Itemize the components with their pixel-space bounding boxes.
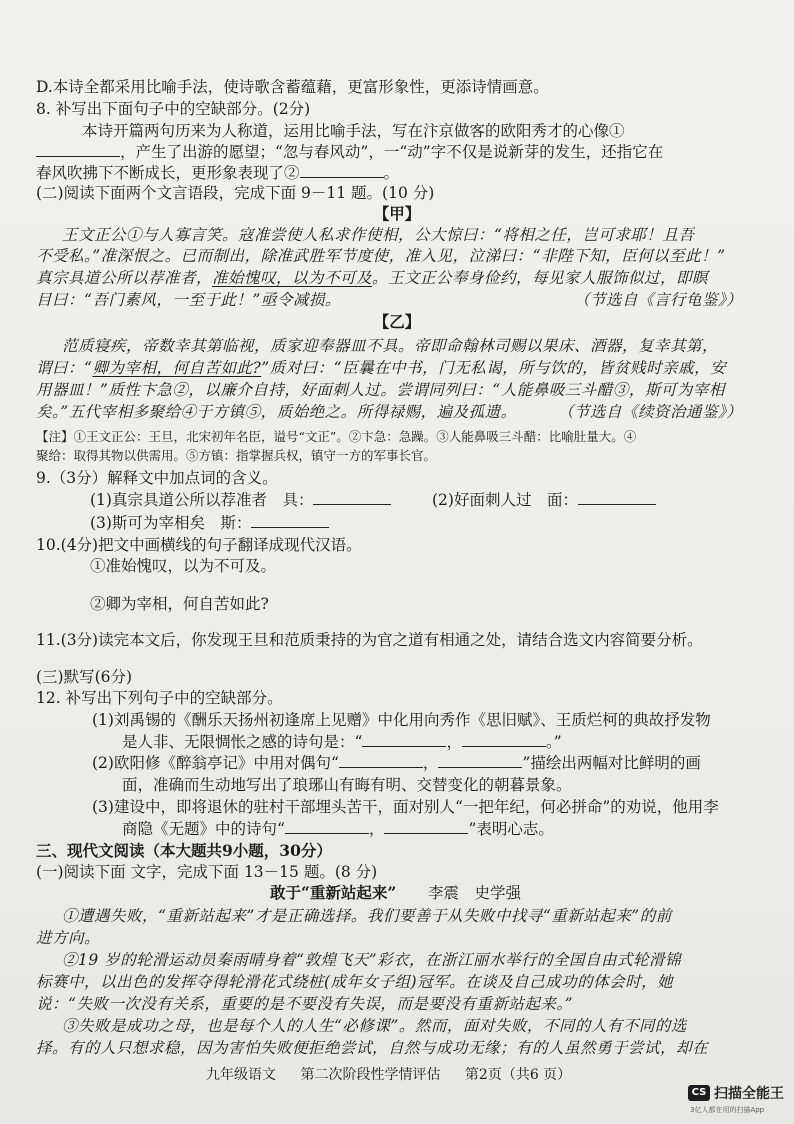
passage-jia-source: （节选自《言行龟鉴》） [574, 291, 743, 309]
footer-exam: 第二次阶段性学情评估 [300, 1067, 441, 1083]
passage-yi-title: 【乙】 [373, 312, 421, 331]
q12-item-3-cont: 商隐《无题》中的诗句“ ， ”表明心志。 [122, 820, 554, 838]
answer-blank[interactable] [438, 753, 522, 768]
section-2-heading: (二)阅读下面两个文言语段，完成下面 9－11 题。(10 分) [36, 184, 435, 202]
answer-blank[interactable] [462, 732, 546, 747]
answer-blank[interactable] [384, 819, 468, 834]
q12-item-1-cont: 是人非、无限惆怅之感的诗句是：“ ， 。” [122, 733, 562, 751]
passage-jia-line: 真宗具道公所以荐准者，准始愧叹，以为不可及。王文正公奉身俭约，每见家人服饰似过，即瞑 [36, 269, 709, 287]
section-3-1-heading: (一)阅读下面 文字，完成下面 13－15 题。(8 分) [36, 863, 378, 881]
q10-item-2: ②卿为宰相，何自苦如此? [90, 595, 269, 613]
q12-item-2-cont: 面，准确而生动地写出了琅琊山有晦有明、交替变化的朝暮景象。 [122, 776, 572, 794]
answer-blank[interactable] [578, 490, 656, 505]
answer-blank[interactable] [300, 163, 384, 178]
q8-text-3: 春风吹拂下不断成长，更形象表现了② 。 [36, 164, 400, 182]
q8-text-1: 本诗开篇两句历来为人称道，运用比喻手法，写在汴京做客的欧阳秀才的心像① [82, 122, 625, 140]
q8-text-2: ，产生了出游的愿望；“忽与春风动”，一“动”字不仅是说新芽的发生，还指它在 [36, 142, 663, 162]
passage-jia-line: 不受私。”准深恨之。已而制出，除准武胜军节度使，准入见，泣涕曰：“非陛下知，臣何以至此！” [36, 247, 726, 265]
question-10: 10.(4分)把文中画横线的句子翻译成现代汉语。 [36, 536, 362, 554]
camscanner-logo-icon: CS [688, 1085, 710, 1101]
footer-page-number: 第2页（共6 页） [464, 1067, 572, 1083]
article-authors: 李震 史学强 [428, 884, 522, 902]
annotation-note: 【注】①王文正公：王旦，北宋初年名臣，谥号“文正”。②卞急：急躁。③人能鼻吸三斗醋：比喻肚量大。④ [36, 429, 637, 444]
q12-item-2: (2)欧阳修《醉翁亭记》中用对偶句“ ， ”描绘出两幅对比鲜明的画 [92, 754, 701, 772]
q12-item-1: (1)刘禹锡的《酬乐天扬州初逢席上见赠》中化用向秀作《思旧赋》、王质烂柯的典故抒发物 [92, 711, 711, 729]
article-paragraph: 择。有的人只想求稳，因为害怕失败便拒绝尝试，自然与成功无缘；有的人虽然勇于尝试，却在 [36, 1039, 709, 1057]
article-paragraph: ③失败是成功之母，也是每个人的人生“必修课”。然而，面对失败，不同的人有不同的选 [62, 1017, 687, 1035]
part-3-heading: 三、现代文阅读（本大题共9小题，30分） [36, 841, 332, 860]
article-paragraph: 标赛中，以出色的发挥夺得轮滑花式绕桩(成年女子组)冠军。在谈及自己成功的体会时，她 [36, 973, 674, 991]
underlined-sentence: 准始愧叹，以为不可及 [212, 269, 373, 287]
answer-blank[interactable] [313, 490, 391, 505]
q9-item-1: (1)真宗具道公所以荐准者 具： [90, 490, 391, 510]
passage-yi-line: 矣。”五代宰相多聚给④于方镇⑤，质始绝之。所得禄赐，遍及孤遗。 [36, 403, 517, 421]
passage-yi-line: 谓曰：“卿为宰相，何自苦如此?”质对曰：“臣曩在中书，门无私谒，所与饮的，皆贫贱时亲戚，安 [36, 359, 727, 377]
q9-item-3: (3)斯可为宰相矣 斯： [90, 513, 329, 533]
passage-yi-line: 范质寝疾，帝数幸其第临视，质家迎奉器皿不具。帝即命翰林司赐以果床、酒器，复幸其第， [62, 337, 719, 355]
underlined-sentence: 卿为宰相，何自苦如此? [92, 359, 262, 377]
q12-item-3: (3)建设中，即将退休的驻村干部埋头苦干，面对别人“一把年纪，何必拼命”的劝说，他用李 [92, 798, 719, 816]
page-footer [206, 1064, 591, 1084]
answer-blank[interactable] [251, 513, 329, 528]
passage-yi-source: （节选自《续资治通鉴》） [558, 403, 743, 421]
option-d: D.本诗全都采用比喻手法，使诗歌含蓄蕴藉，更富形象性，更添诗情画意。 [36, 78, 549, 96]
scanner-tagline: 3亿人都在用的扫描App [690, 1106, 765, 1114]
article-paragraph: ①遭遇失败，“重新站起来”才是正确选择。我们要善于从失败中找寻“重新站起来”的前 [62, 907, 672, 925]
passage-jia-line: 王文正公①与人寡言笑。寇准尝使人私求作使相，公大惊曰：“将相之任，岂可求耶！且吾 [62, 226, 695, 244]
question-8: 8. 补写出下面句子中的空缺部分。(2分) [36, 100, 311, 118]
article-paragraph: 进方向。 [36, 929, 101, 947]
question-12: 12. 补写出下列句子中的空缺部分。 [36, 689, 283, 707]
article-title: 敢于“重新站起来” [270, 883, 397, 902]
section-3-heading: (三)默写(6分) [36, 668, 133, 686]
article-paragraph: ②19 岁的轮滑运动员秦雨晴身着“敦煌飞天”彩衣，在浙江丽水举行的全国自由式轮滑锦 [62, 951, 682, 969]
scanner-app-name: 扫描全能王 [714, 1086, 784, 1102]
article-paragraph: 说：“失败一次没有关系，重要的是不要没有失误，而是要没有重新站起来。” [36, 995, 574, 1013]
q9-item-2: (2)好面刺人过 面： [432, 490, 656, 510]
footer-grade: 九年级语文 [206, 1067, 276, 1083]
answer-blank[interactable] [339, 753, 423, 768]
passage-jia-title: 【甲】 [373, 204, 421, 223]
passage-yi-line: 用器皿！”质性卞急②，以廉介自持，好面刺人过。尝谓同列曰：“人能鼻吸三斗醋③，斯可为宰相 [36, 381, 725, 399]
q10-item-1: ①准始愧叹，以为不可及。 [90, 557, 277, 575]
answer-blank[interactable] [285, 819, 369, 834]
answer-blank[interactable] [362, 732, 446, 747]
passage-jia-line: 目曰：“吾门素风，一至于此！”亟令减损。 [36, 291, 341, 309]
question-11: 11.(3分)读完本文后，你发现王旦和范质秉持的为官之道有相通之处，请结合选文内容简要分析。 [36, 631, 703, 649]
answer-blank[interactable] [36, 142, 120, 157]
annotation-note: 聚给：取得其物以供需用。⑤方镇：指掌握兵权，镇守一方的军事长官。 [36, 448, 437, 463]
question-9: 9.（3分）解释文中加点词的含义。 [36, 469, 278, 487]
